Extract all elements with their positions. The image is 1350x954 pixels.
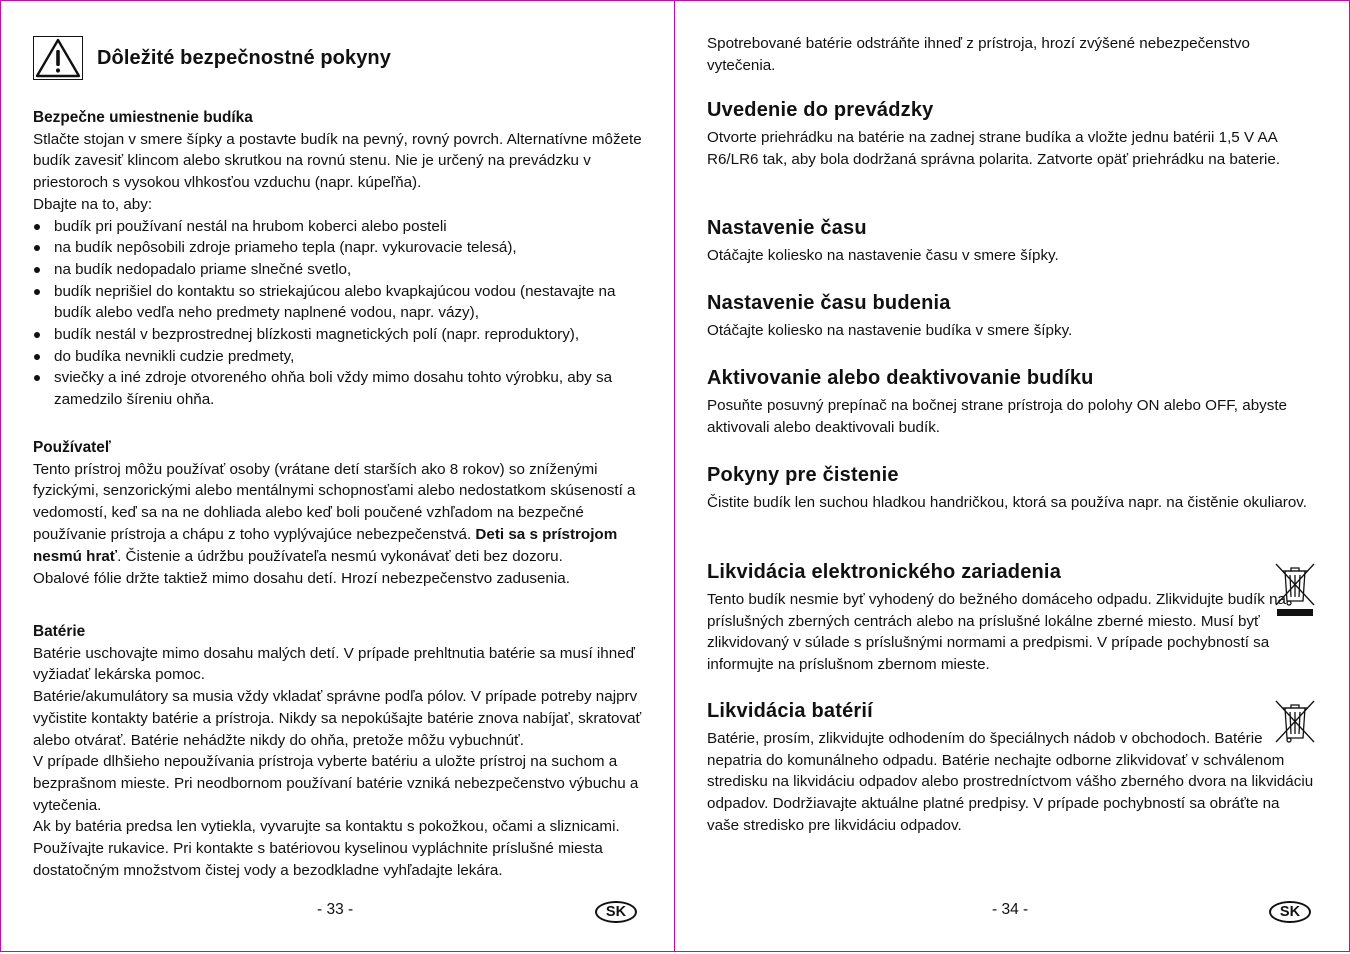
intro-text: Spotrebované batérie odstráňte ihneď z prístroja, hrozí zvýšené nebezpečenstvo vytečenia.: [707, 35, 1250, 74]
batteries-text-3: V prípade dlhšieho nepoužívania prístroja vyberte batériu a uložte prístroj na suchom a bezprašnom mieste. Pri neodbornom používaní batérie vzniká nebezpečenstvo výbuchu a vytečenia.: [33, 753, 639, 814]
section-text: Batérie, prosím, zlikvidujte odhodením do špeciálnych nádob v obchodoch. Batérie nepatria do komunálneho odpadu. Batérie nechajte odborne zlikvidovať v schválenom stredisku na likvidáciu odpadov alebo prostredníctvom vášho zberného dvora na likvidáciu odpadov. Dodržiavajte aktuálne platné predpisy. V prípade pochybností sa obráťte na vaše stredisko pre likvidáciu odpadov.: [707, 730, 1314, 834]
section-startup: [707, 98, 1315, 170]
warning-triangle-icon: [33, 36, 83, 80]
bullet-item: budík pri používaní nestál na hrubom koberci alebo posteli: [33, 216, 644, 238]
batteries-heading: Batérie: [33, 623, 86, 640]
title-row: [33, 36, 391, 80]
section-heading: Uvedenie do prevádzky: [707, 99, 934, 121]
user-text-2: . Čistenie a údržbu používateľa nesmú vykonávať deti bez dozoru.: [117, 547, 563, 565]
section-heading: Likvidácia batérií: [707, 700, 873, 722]
user-section: [33, 437, 644, 590]
bullet-item: na budík nepôsobili zdroje priameho tepla (napr. vykurovacie telesá),: [33, 237, 644, 259]
section-cleaning: [707, 463, 1315, 514]
section-alarm-toggle: [707, 366, 1315, 438]
section-text: Otáčajte koliesko na nastavenie času v smere šípky.: [707, 247, 1059, 264]
page-left: [0, 0, 675, 952]
user-text-bold: Deti sa s prístrojom nesmú hrať: [33, 525, 618, 565]
section-text: Tento budík nesmie byť vyhodený do bežného domáceho odpadu. Zlikvidujte budík na príslušných zberných centrách alebo na príslušné lokálne zberné miesto. Musí byť zlikvidovaný v súlade s príslušnými normami a predpismi. V prípade pochybností sa informujte na príslušnom zbernom mieste.: [707, 591, 1286, 674]
bullet-item: do budíka nevnikli cudzie predmety,: [33, 346, 644, 368]
foil-text: Obalové fólie držte taktiež mimo dosahu detí. Hrozí nebezpečenstvo zadusenia.: [33, 570, 570, 588]
page-number: - 34 -: [992, 901, 1029, 918]
section-text: Čistite budík len suchou hladkou handričkou, ktorá sa používa napr. na čistěnie okuliarov.: [707, 494, 1307, 511]
section-heading: Likvidácia elektronického zariadenia: [707, 561, 1062, 583]
language-badge: SK: [595, 901, 637, 923]
placement-section: [33, 107, 644, 411]
section-heading: Pokyny pre čistenie: [707, 464, 899, 486]
batteries-text-2: Batérie/akumulátory sa musia vždy vkladať správne podľa pólov. V prípade potreby najprv vyčistite kontakty batérie a prístroja. Nikdy sa nepokúšajte batérie znova nabíjať, skratovať alebo otvárať. Batérie nehádžte nikdy do ohňa, pretože môžu vybuchnúť.: [33, 688, 642, 749]
language-badge: SK: [1269, 901, 1311, 923]
user-text: [33, 459, 644, 568]
bullet-item: sviečky a iné zdroje otvoreného ohňa boli vždy mimo dosahu tohto výrobku, aby sa zamedzilo šíreniu ohňa.: [33, 367, 644, 410]
page-number: - 33 -: [317, 901, 354, 918]
user-heading: Používateľ: [33, 439, 111, 456]
bullet-item: budík nestál v bezprostrednej blízkosti magnetických polí (napr. reproduktory),: [33, 324, 644, 346]
crossed-bin-icon: [1273, 698, 1317, 744]
crossed-bin-icon: [1273, 561, 1317, 619]
section-heading: Nastavenie času budenia: [707, 292, 951, 314]
batteries-text-1: Batérie uschovajte mimo dosahu malých detí. V prípade prehltnutia batérie sa musí ihneď vyžiadať lekárska pomoc.: [33, 644, 635, 684]
batteries-text-4: Ak by batéria predsa len vytiekla, vyvarujte sa kontaktu s pokožkou, očami a sliznicami. Používajte rukavice. Pri kontakte s batériovou kyselinou vypláchnite príslušné miesta dostatočným množstvom čistej vody a bezodkladne vyhľadajte lekára.: [33, 818, 620, 879]
placement-bullet-list: [33, 216, 644, 411]
section-alarm-time: [707, 291, 1315, 342]
batteries-section: [33, 621, 644, 881]
bullet-item: na budík nedopadalo priame slnečné svetlo,: [33, 259, 644, 281]
section-heading: Nastavenie času: [707, 217, 867, 239]
section-text: Otáčajte koliesko na nastavenie budíka v smere šípky.: [707, 322, 1073, 339]
ensure-text: Dbajte na to, aby:: [33, 195, 153, 213]
section-heading: Aktivovanie alebo deaktivovanie budíku: [707, 367, 1094, 389]
user-text-1: Tento prístroj môžu používať osoby (vrátane detí starších ako 8 rokov) so zníženými fyzickými, senzorickými alebo mentálnymi schopnosťami alebo nedostatkom skúseností a vedomostí, keď sa na ne dohliada alebo keď boli poučené vzhľadom na bezpečné používanie prístroja a chápu z toho vyplývajúce nebezpečenstvá.: [33, 460, 636, 543]
section-device-disposal: [707, 560, 1305, 676]
section-text: Otvorte priehrádku na batérie na zadnej strane budíka a vložte jednu batérii 1,5 V AA R6/LR6 tak, aby bola dodržaná správna polarita. Zatvorte opäť priehrádku na baterie.: [707, 129, 1281, 168]
section-text: Posuňte posuvný prepínač na bočnej strane prístroja do polohy ON alebo OFF, abyste aktivovali alebo deaktivovali budík.: [707, 397, 1287, 436]
placement-heading: Bezpečne umiestnenie budíka: [33, 109, 253, 126]
section-battery-disposal: [707, 699, 1315, 837]
bullet-item: budík neprišiel do kontaktu so striekajúcou alebo kvapkajúcou vodou (nestavajte na budík alebo vedľa neho predmety naplnené vodou, napr. vázy),: [33, 281, 644, 324]
page-right: [674, 0, 1350, 952]
page-title: Dôležité bezpečnostné pokyny: [97, 46, 391, 69]
section-time: [707, 216, 1315, 267]
placement-text: Stlačte stojan v smere šípky a postavte budík na pevný, rovný povrch. Alternatívne môžete budík zavesiť klincom alebo skrutkou na rovnú stenu. Nie je určený na prevádzku v priestoroch s vysokou vlhkosťou vzduchu (napr. kúpeľňa).: [33, 130, 642, 192]
